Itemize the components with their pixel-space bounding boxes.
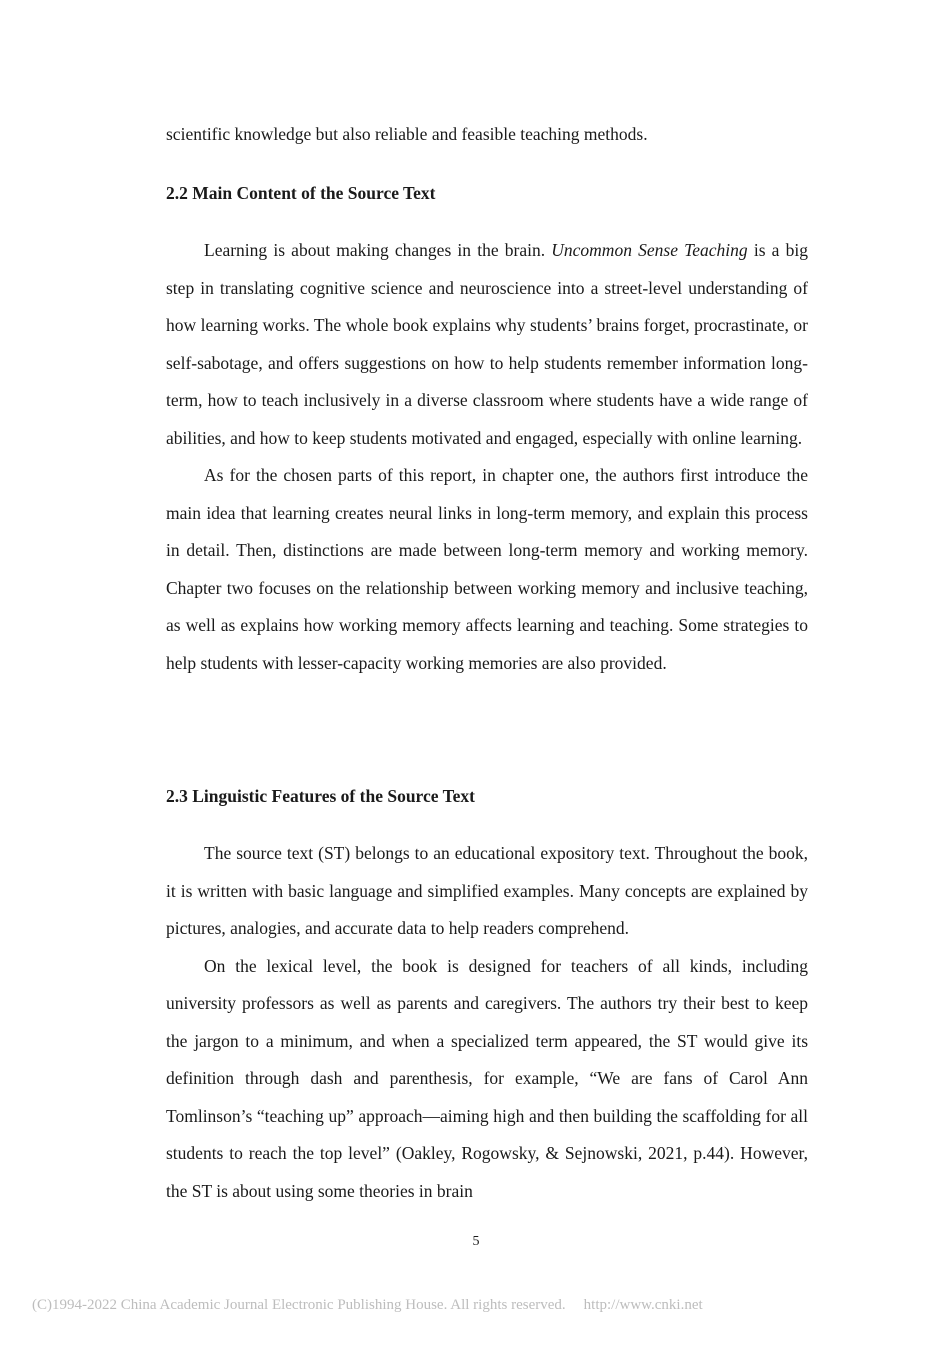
paragraph: As for the chosen parts of this report, in chapter one, the authors first introduce the main idea that learning creates neural links in long-term memory, and explain this process in detail. Then, distinctions are made between long-term memory and working memory. Chapter two focuses on the relationship between working memory and inclusive teaching, as well as explains how working memory affects learning and teaching. Some strategies to help students with lesser-capacity working memories are also provided. (166, 465, 808, 673)
page-number: 5 (472, 1234, 480, 1249)
paragraph: On the lexical level, the book is designed for teachers of all kinds, including university professors as well as parents and caregivers. The authors try their best to keep the jargon to a minimum, and when a specialized term appeared, the ST would give its definition through dash and parenthesis, for example, “We are fans of Carol Ann Tomlinson’s “teaching up” approach—aiming high and then building the scaffolding for all students to reach the top level” (Oakley, Rogowsky, & Sejnowski, 2021, p.44). However, the ST is about using some theories in brain (166, 955, 808, 1201)
section-2-3-body (166, 835, 808, 1210)
paragraph-text: scientific knowledge but also reliable and feasible teaching methods. (166, 124, 648, 144)
footer-copyright: (C)1994-2022 China Academic Journal Electronic Publishing House. All rights reserved. (32, 1297, 566, 1313)
paragraph (166, 232, 808, 457)
footer-url: http://www.cnki.net (583, 1297, 703, 1313)
continued-paragraph (166, 116, 808, 154)
paragraph-text: Learning is about making changes in the brain. (204, 240, 552, 260)
paragraph: The source text (ST) belongs to an educational expository text. Throughout the book, it is written with basic language and simplified examples. Many concepts are explained by pictures, analogies, and accurate data to help readers comprehend. (166, 843, 808, 938)
book-title: Uncommon Sense Teaching (551, 240, 748, 260)
footer-watermark (32, 1297, 703, 1314)
section-heading-2-2: 2.2 Main Content of the Source Text (166, 183, 436, 203)
section-heading-2-3: 2.3 Linguistic Features of the Source Text (166, 786, 476, 806)
paragraph-text: is a big step in translating cognitive science and neuroscience into a street-level understanding of how learning works. The whole book explains why students’ brains forget, procrastinate, or self-sabotage, and offers suggestions on how to help students remember information long-term, how to teach inclusively in a diverse classroom where students have a wide range of abilities, and how to keep students motivated and engaged, especially with online learning. (166, 240, 808, 448)
section-2-2-body (166, 232, 808, 682)
